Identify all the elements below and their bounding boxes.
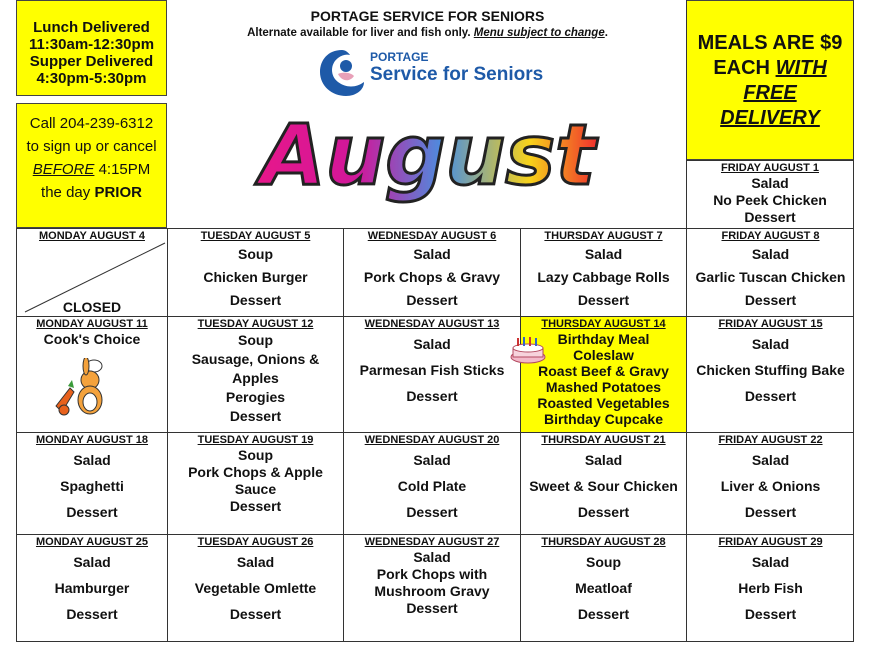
day-label: FRIDAY AUGUST 8 xyxy=(721,230,820,242)
menu-item: Parmesan Fish Sticks xyxy=(359,362,505,378)
day-cell xyxy=(687,535,854,641)
menu-item: Salad xyxy=(751,554,790,570)
day-cell xyxy=(521,433,686,534)
menu-item: Cold Plate xyxy=(397,478,467,494)
menu-item: Salad xyxy=(751,336,790,352)
call-phone: Call 204-239-6312 xyxy=(29,115,154,132)
menu-item: Dessert xyxy=(577,504,630,520)
menu-items xyxy=(17,447,167,525)
menu-item: Dessert xyxy=(406,388,458,404)
day-label: THURSDAY AUGUST 14 xyxy=(541,318,666,330)
menu-item: Roast Beef & Gravy xyxy=(538,363,669,379)
day-label: THURSDAY AUGUST 28 xyxy=(541,536,666,548)
grid-hline xyxy=(16,641,854,642)
month-banner xyxy=(172,104,684,204)
menu-item: Dessert xyxy=(577,606,630,622)
menu-item: Dessert xyxy=(577,292,630,308)
menu-item: Roasted Vegetables xyxy=(537,395,670,411)
subtitle-emphasis: Menu subject to change xyxy=(473,27,605,39)
menu-item: Vegetable Omlette xyxy=(194,580,317,596)
day-label: TUESDAY AUGUST 19 xyxy=(197,434,314,446)
menu-item: Salad xyxy=(413,336,451,352)
day-cell xyxy=(168,535,343,641)
month-art xyxy=(172,104,684,204)
subtitle-text: Alternate available for liver and fish only. xyxy=(247,27,471,39)
call-before: BEFORE xyxy=(32,161,95,178)
menu-item: Pork Chops & Gravy xyxy=(363,269,501,285)
menu-item: Dessert xyxy=(744,388,797,404)
menu-items xyxy=(344,447,520,525)
delivery-hours-box xyxy=(16,0,167,96)
menu-item: Dessert xyxy=(229,498,282,514)
meals-free-delivery: FREE DELIVERY xyxy=(720,82,820,129)
day-cell xyxy=(344,535,520,641)
call-info-box xyxy=(16,103,167,228)
lunch-time: 11:30am-12:30pm xyxy=(28,36,155,53)
menu-item: Spaghetti xyxy=(60,478,124,494)
day-label: THURSDAY AUGUST 7 xyxy=(544,230,663,242)
page-title: PORTAGE SERVICE FOR SENIORS xyxy=(310,8,545,24)
menu-item: Dessert xyxy=(406,292,458,308)
menu-item: Apples xyxy=(232,370,279,386)
menu-item: Chicken Stuffing Bake xyxy=(696,362,845,378)
call-the-day: the day xyxy=(41,184,91,201)
call-prior: PRIOR xyxy=(94,184,142,201)
day-cell xyxy=(344,433,520,534)
menu-item: Dessert xyxy=(744,606,797,622)
menu-item: Sausage, Onions & xyxy=(191,351,320,367)
day-label: MONDAY AUGUST 25 xyxy=(35,536,149,548)
menu-items xyxy=(17,331,167,348)
menu-item: Salad xyxy=(73,452,111,468)
day-cell xyxy=(17,535,167,641)
menu-item: No Peek Chicken xyxy=(713,192,827,208)
menu-item: Pork Chops with xyxy=(376,566,488,582)
menu-item: Sweet & Sour Chicken xyxy=(529,478,678,494)
day-cell xyxy=(168,317,343,432)
menu-items xyxy=(521,549,686,627)
month-title: August xyxy=(260,106,596,204)
logo-line2: Service for Seniors xyxy=(370,64,544,85)
menu-items xyxy=(521,243,686,312)
meals-each: EACH xyxy=(713,57,770,79)
day-label: THURSDAY AUGUST 21 xyxy=(541,434,666,446)
day-cell xyxy=(344,317,520,432)
logo-icon xyxy=(316,46,368,102)
call-time: 4:15PM xyxy=(98,161,151,178)
menu-item: Salad xyxy=(751,246,790,262)
meals-price: MEALS ARE $9 xyxy=(697,32,843,54)
menu-item: Dessert xyxy=(66,504,118,520)
menu-item: Dessert xyxy=(229,408,282,424)
menu-item: Mashed Potatoes xyxy=(545,379,662,395)
menu-item: Dessert xyxy=(406,504,458,520)
day-label: MONDAY AUGUST 18 xyxy=(35,434,149,446)
day-label: WEDNESDAY AUGUST 6 xyxy=(367,230,497,242)
menu-item: Soup xyxy=(238,246,273,262)
supper-label: Supper Delivered xyxy=(29,53,154,70)
day-label: TUESDAY AUGUST 5 xyxy=(200,230,311,242)
menu-item: Dessert xyxy=(66,606,118,622)
menu-items xyxy=(687,331,854,409)
menu-item: Soup xyxy=(238,447,273,463)
day-cell xyxy=(168,433,343,534)
menu-item: Dessert xyxy=(406,600,458,616)
menu-item: Salad xyxy=(73,554,111,570)
menu-items xyxy=(17,549,167,627)
menu-item: Salad xyxy=(236,554,275,570)
day-label: WEDNESDAY AUGUST 27 xyxy=(364,536,500,548)
menu-item: Coleslaw xyxy=(573,347,634,363)
day-label: MONDAY AUGUST 4 xyxy=(39,230,145,242)
bunny-chef-icon xyxy=(50,358,116,420)
menu-item: Salad xyxy=(584,452,623,468)
day-label: TUESDAY AUGUST 26 xyxy=(197,536,314,548)
day-label: TUESDAY AUGUST 12 xyxy=(197,318,314,330)
day-cell xyxy=(687,433,854,534)
menu-item: Herb Fish xyxy=(738,580,803,596)
call-signup: to sign up or cancel xyxy=(26,138,157,155)
day-cell xyxy=(344,229,520,316)
menu-item: Salad xyxy=(584,246,623,262)
menu-item: Dessert xyxy=(744,209,796,225)
day-cell xyxy=(687,317,854,432)
day-cell xyxy=(521,229,686,316)
menu-items xyxy=(168,447,343,515)
menu-items xyxy=(168,549,343,627)
day-label: FRIDAY AUGUST 22 xyxy=(718,434,823,446)
day-cell xyxy=(17,433,167,534)
closed-label: CLOSED xyxy=(62,299,122,315)
menu-item: Birthday Cupcake xyxy=(543,411,664,427)
menu-item: Sauce xyxy=(234,481,277,497)
menu-item: Meatloaf xyxy=(575,580,632,596)
menu-items xyxy=(521,447,686,525)
day-cell xyxy=(686,161,854,228)
organization-logo xyxy=(316,46,546,104)
logo-line1: PORTAGE xyxy=(370,50,429,64)
menu-items xyxy=(344,243,520,312)
menu-items xyxy=(168,243,343,312)
menu-items xyxy=(168,331,343,426)
page-subtitle xyxy=(175,27,680,39)
menu-item: Dessert xyxy=(229,292,282,308)
meals-each-line xyxy=(687,56,853,81)
menu-item: Hamburger xyxy=(54,580,130,596)
menu-item: Soup xyxy=(238,332,273,348)
menu-item: Dessert xyxy=(229,606,282,622)
menu-items xyxy=(344,549,520,617)
day-label: FRIDAY AUGUST 1 xyxy=(720,162,819,174)
menu-item: Chicken Burger xyxy=(203,269,308,285)
menu-item: Dessert xyxy=(744,504,797,520)
day-cell xyxy=(17,229,167,316)
day-label: FRIDAY AUGUST 15 xyxy=(718,318,823,330)
menu-items xyxy=(344,331,520,409)
call-prior-line xyxy=(17,181,166,204)
menu-item: Salad xyxy=(413,549,451,565)
day-label: MONDAY AUGUST 11 xyxy=(36,318,148,330)
menu-items xyxy=(686,175,854,226)
menu-item: Salad xyxy=(413,246,451,262)
menu-item: Perogies xyxy=(225,389,286,405)
menu-item: Soup xyxy=(586,554,621,570)
menu-item: Lazy Cabbage Rolls xyxy=(537,269,670,285)
subtitle-end: . xyxy=(604,27,608,39)
menu-item: Cook's Choice xyxy=(43,331,141,347)
menu-item: Garlic Tuscan Chicken xyxy=(695,269,846,285)
menu-item: Salad xyxy=(413,452,451,468)
closed-slash xyxy=(17,229,167,316)
menu-items xyxy=(687,549,854,627)
meals-price-box xyxy=(686,0,854,160)
menu-item: Pork Chops & Apple xyxy=(188,464,323,480)
supper-time: 4:30pm-5:30pm xyxy=(36,70,147,87)
birthday-cake-icon xyxy=(508,334,548,364)
menu-item: Mushroom Gravy xyxy=(374,583,490,599)
menu-item: Dessert xyxy=(744,292,797,308)
menu-items xyxy=(687,447,854,525)
day-label: FRIDAY AUGUST 29 xyxy=(718,536,823,548)
day-cell xyxy=(687,229,854,316)
meals-with: WITH xyxy=(775,57,827,79)
lunch-label: Lunch Delivered xyxy=(33,19,150,36)
menu-item: Birthday Meal xyxy=(557,331,650,347)
day-label: WEDNESDAY AUGUST 20 xyxy=(364,434,500,446)
call-deadline xyxy=(17,158,166,181)
menu-item: Liver & Onions xyxy=(720,478,821,494)
menu-items xyxy=(687,243,854,312)
day-cell xyxy=(521,535,686,641)
menu-item: Salad xyxy=(751,175,789,191)
menu-item: Salad xyxy=(751,452,790,468)
day-cell xyxy=(168,229,343,316)
day-label: WEDNESDAY AUGUST 13 xyxy=(364,318,500,330)
